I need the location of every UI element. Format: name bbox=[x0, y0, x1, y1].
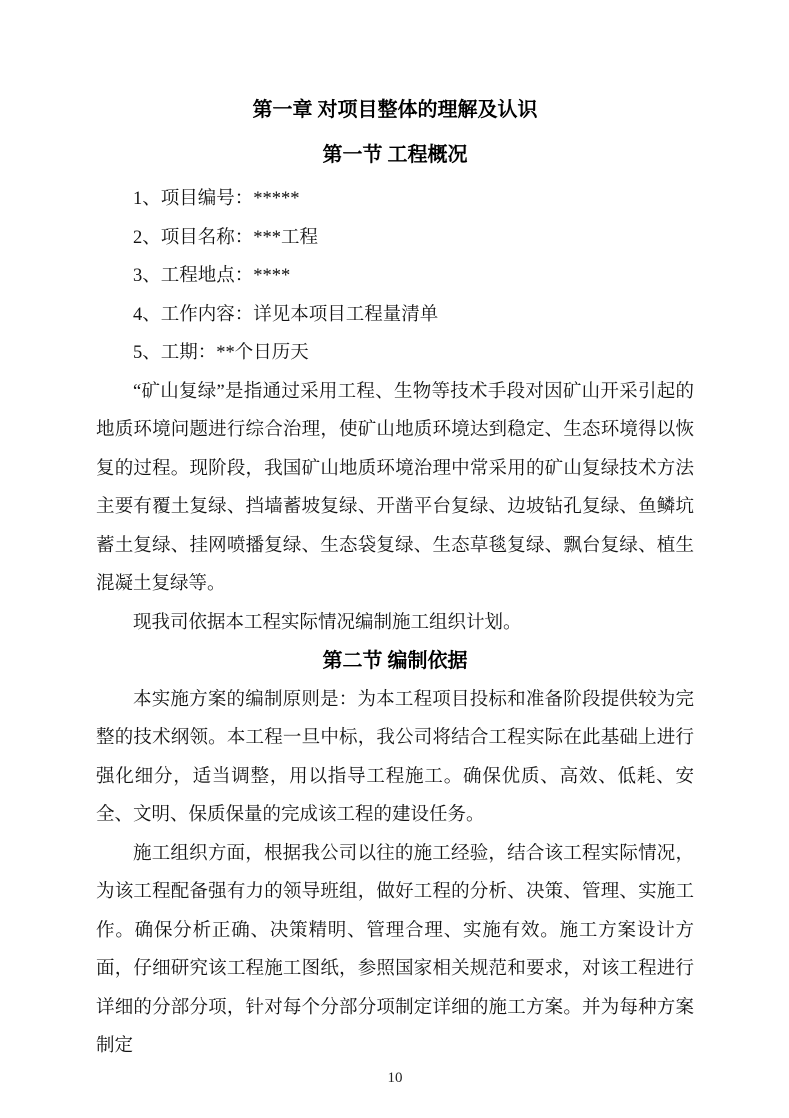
list-item-work-content: 4、工作内容：详见本项目工程量清单 bbox=[133, 304, 439, 325]
paragraph-construction-organization: 施工组织方面，根据我公司以往的施工经验，结合该工程实际情况，为该工程配备强有力的领导班组，做好工程的分析、决策、管理、实施工作。确保分析正确、决策精明、管理合理、实施有效。施工方案设计方面，仔细研究该工程施工图纸，参照国家相关规范和要求，对该工程进行详细的分部分项，针对每个分部分项制定详细的施工方案。并为每种方案制定 bbox=[96, 843, 694, 1056]
list-item-project-location: 3、工程地点：**** bbox=[133, 266, 291, 286]
project-info-list bbox=[96, 180, 694, 373]
chapter-title: 第一章 对项目整体的理解及认识 bbox=[252, 99, 538, 121]
page-number: 10 bbox=[387, 1069, 403, 1086]
document-content bbox=[96, 0, 694, 1088]
section-title-overview: 第一节 工程概况 bbox=[322, 144, 468, 166]
paragraph-compilation-principle: 本实施方案的编制原则是：为本工程项目投标和准备阶段提供较为完整的技术纲领。本工程一旦中标，我公司将结合工程实际在此基础上进行强化细分，适当调整，用以指导工程施工。确保优质、高效、低耗、安全、文明、保质保量的完成该工程的建设任务。 bbox=[96, 689, 694, 825]
list-item-duration: 5、工期：**个日历天 bbox=[133, 343, 309, 363]
list-item-project-number: 1、项目编号：***** bbox=[133, 189, 300, 209]
section-title-compilation-basis: 第二节 编制依据 bbox=[322, 650, 468, 672]
paragraph-plan-statement: 现我司依据本工程实际情况编制施工组织计划。 bbox=[133, 612, 522, 633]
list-item-project-name: 2、项目名称：***工程 bbox=[133, 227, 319, 248]
paragraph-mine-regreening: “矿山复绿”是指通过采用工程、生物等技术手段对因矿山开采引起的地质环境问题进行综合治理，使矿山地质环境达到稳定、生态环境得以恢复的过程。现阶段，我国矿山地质环境治理中常采用的矿山复绿技术方法主要有覆土复绿、挡墙蓄坡复绿、开凿平台复绿、边坡钻孔复绿、鱼鳞坑蓄土复绿、挂网喷播复绿、生态袋复绿、生态草毯复绿、飘台复绿、植生混凝土复绿等。 bbox=[96, 381, 694, 594]
